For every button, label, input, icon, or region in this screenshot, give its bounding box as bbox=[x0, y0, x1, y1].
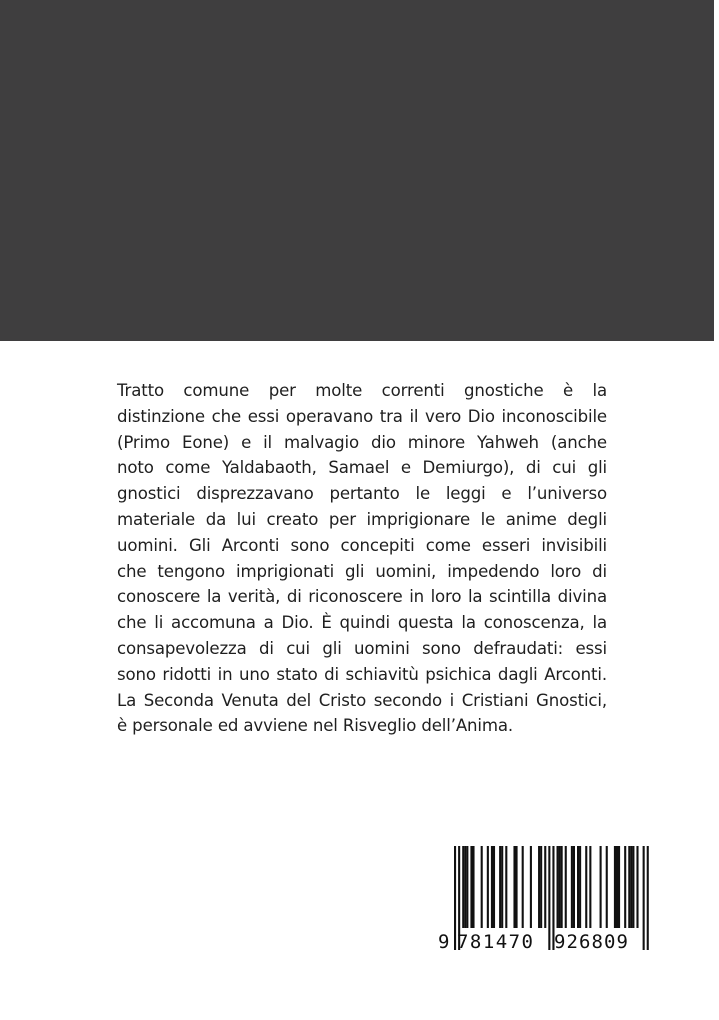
barcode-bar bbox=[538, 846, 540, 928]
barcode-left-group: 781470 bbox=[457, 931, 533, 953]
blurb-line: consapevolezza di cui gli uomini sono defraudati: essi bbox=[117, 638, 607, 658]
blurb-line: sono ridotti in uno stato di schiavitù psichica dagli Arconti. bbox=[117, 664, 607, 684]
barcode-bar bbox=[491, 846, 493, 928]
blurb-line: (Primo Eone) e il malvagio dio minore Yahweh (anche bbox=[117, 432, 607, 452]
barcode-right-group: 926809 bbox=[554, 931, 628, 953]
barcode-bar bbox=[516, 846, 518, 928]
barcode-bar bbox=[501, 846, 503, 928]
barcode-bar bbox=[600, 846, 602, 928]
blurb-line: noto come Yaldabaoth, Samael e Demiurgo), di cui gli bbox=[117, 458, 607, 478]
barcode-guard-bar bbox=[643, 846, 645, 950]
barcode-bar bbox=[636, 846, 638, 928]
barcode-bar bbox=[481, 846, 483, 928]
blurb-line: gnostici disprezzavano pertanto le leggi e l’universo bbox=[117, 484, 607, 504]
barcode-guard-bar bbox=[548, 846, 550, 950]
barcode-bar bbox=[470, 846, 472, 928]
back-cover-blurb bbox=[117, 378, 607, 739]
barcode-bar bbox=[565, 846, 567, 928]
barcode-bar bbox=[466, 846, 468, 928]
barcode-bar bbox=[557, 846, 559, 928]
barcode-bar bbox=[462, 846, 464, 928]
barcode-bar bbox=[544, 846, 546, 928]
barcode-bar bbox=[606, 846, 608, 928]
isbn-barcode bbox=[432, 842, 656, 954]
blurb-line: che li accomuna a Dio. È quindi questa la conoscenza, la bbox=[117, 613, 607, 633]
barcode-bar bbox=[499, 846, 501, 928]
barcode-bar bbox=[464, 846, 466, 928]
barcode-bar bbox=[513, 846, 515, 928]
barcode-bar bbox=[618, 846, 620, 928]
barcode-bar bbox=[522, 846, 524, 928]
barcode-bar bbox=[487, 846, 489, 928]
blurb-line: conoscere la verità, di riconoscere in loro la scintilla divina bbox=[117, 587, 607, 607]
barcode-bar bbox=[579, 846, 581, 928]
barcode-bar bbox=[493, 846, 495, 928]
barcode-bar bbox=[614, 846, 616, 928]
barcode-bar bbox=[589, 846, 591, 928]
barcode-bar bbox=[540, 846, 542, 928]
blurb-line: distinzione che essi operavano tra il vero Dio inconoscibile bbox=[117, 406, 607, 426]
barcode-bar bbox=[573, 846, 575, 928]
blurb-line: uomini. Gli Arconti sono concepiti come esseri invisibili bbox=[117, 535, 607, 555]
barcode-bar bbox=[472, 846, 474, 928]
barcode-guard-bar bbox=[454, 846, 456, 950]
barcode-graphic bbox=[432, 842, 656, 954]
barcode-bar bbox=[559, 846, 561, 928]
blurb-line: è personale ed avviene nel Risveglio dell’Anima. bbox=[117, 716, 514, 736]
barcode-bar bbox=[577, 846, 579, 928]
barcode-bar bbox=[561, 846, 563, 928]
barcode-bar bbox=[628, 846, 630, 928]
blurb-line: materiale da lui creato per imprigionare le anime degli bbox=[117, 509, 607, 529]
barcode-first-digit: 9 bbox=[438, 931, 450, 953]
barcode-bar bbox=[571, 846, 573, 928]
blurb-line: Tratto comune per molte correnti gnostiche è la bbox=[117, 381, 607, 400]
barcode-bar bbox=[630, 846, 632, 928]
barcode-bar bbox=[585, 846, 587, 928]
barcode-bar bbox=[530, 846, 532, 928]
barcode-guard-bar bbox=[647, 846, 649, 950]
cover-top-band bbox=[0, 0, 714, 341]
barcode-bar bbox=[616, 846, 618, 928]
blurb-line: La Seconda Venuta del Cristo secondo i Cristiani Gnostici, bbox=[117, 690, 607, 710]
right-edge-strip bbox=[714, 0, 719, 1020]
barcode-bar bbox=[624, 846, 626, 928]
blurb-line: che tengono imprigionati gli uomini, impedendo loro di bbox=[117, 561, 607, 581]
barcode-bar bbox=[632, 846, 634, 928]
barcode-bar bbox=[505, 846, 507, 928]
